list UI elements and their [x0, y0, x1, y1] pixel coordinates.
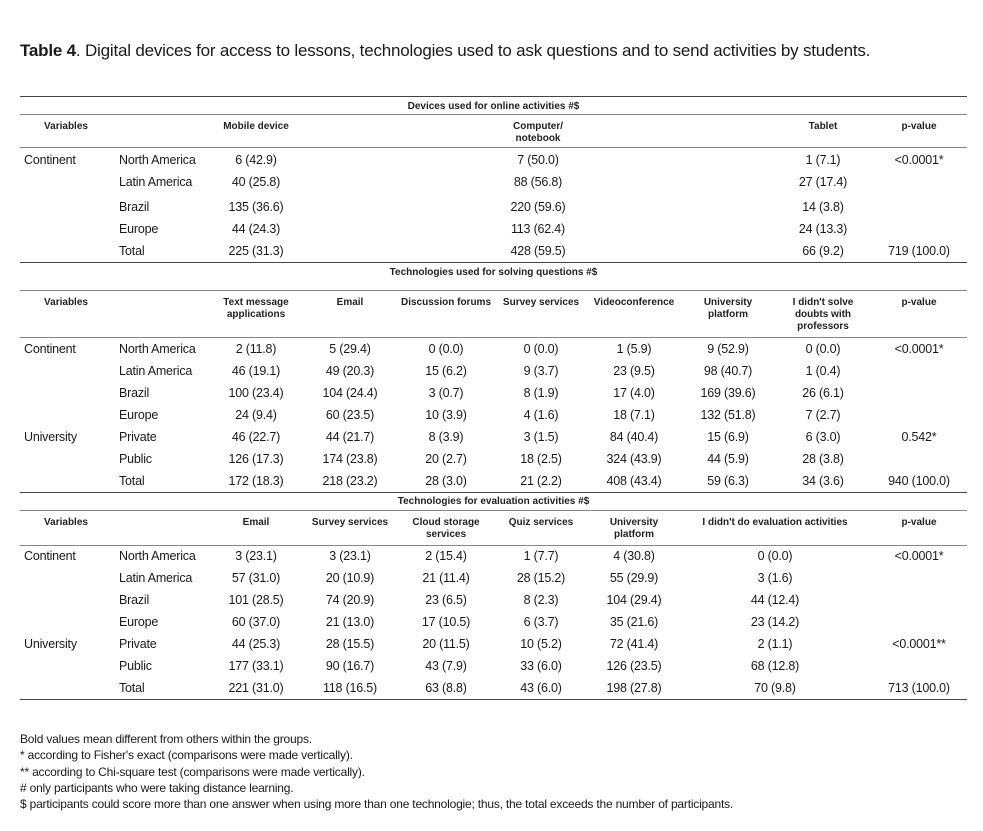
- row-group-label: Continent: [24, 342, 76, 356]
- table-cell: 428 (59.5): [510, 244, 566, 258]
- table-cell: 100 (23.4): [228, 386, 284, 400]
- table-cell: 1 (7.7): [523, 549, 559, 563]
- table-cell: 40 (25.8): [231, 175, 281, 189]
- column-header: Computer/ notebook: [513, 121, 563, 144]
- table-cell: 0 (0.0): [805, 342, 841, 356]
- rule-section2-title: [20, 290, 967, 291]
- row-label: Total: [119, 474, 145, 488]
- table-cell: 126 (17.3): [228, 452, 284, 466]
- table-cell: 88 (56.8): [513, 175, 563, 189]
- table-cell: 21 (13.0): [325, 615, 375, 629]
- table-cell: 34 (3.6): [802, 474, 844, 488]
- table-cell: 218 (23.2): [322, 474, 378, 488]
- table-cell: 8 (1.9): [523, 386, 559, 400]
- row-label: Brazil: [119, 386, 150, 400]
- table-cell: 23 (14.2): [750, 615, 800, 629]
- section3-title: Technologies for evaluation activities #$: [397, 496, 590, 507]
- table-cell: 132 (51.8): [700, 408, 756, 422]
- table-caption: [20, 41, 970, 61]
- table-cell: 135 (36.6): [228, 200, 284, 214]
- table-cell: 27 (17.4): [798, 175, 848, 189]
- rule-section3-title: [20, 510, 967, 511]
- row-label: North America: [119, 549, 196, 563]
- column-header: Discussion forums: [400, 297, 492, 308]
- column-header: Survey services: [502, 297, 580, 308]
- table-cell: 20 (2.7): [425, 452, 467, 466]
- table-cell: 14 (3.8): [802, 200, 844, 214]
- table-cell: 44 (12.4): [750, 593, 800, 607]
- table-cell: 59 (6.3): [707, 474, 749, 488]
- footnote: $ participants could score more than one answer when using more than one technologie; thus, the total exceeds the number of participants.: [20, 797, 734, 811]
- table-cell: 4 (1.6): [523, 408, 559, 422]
- column-header: Videoconference: [593, 297, 675, 308]
- rule-section3-header: [20, 545, 967, 546]
- table-cell: 26 (6.1): [802, 386, 844, 400]
- table-cell: 49 (20.3): [325, 364, 375, 378]
- row-label: Brazil: [119, 593, 150, 607]
- table-cell: 225 (31.3): [228, 244, 284, 258]
- column-header: Cloud storage services: [412, 517, 480, 540]
- column-header: Text message applications: [223, 297, 289, 320]
- table-cell: 104 (29.4): [606, 593, 662, 607]
- footnote: # only participants who were taking distance learning.: [20, 781, 294, 795]
- table-cell: 7 (2.7): [805, 408, 841, 422]
- p-value-cell: <0.0001*: [894, 549, 944, 563]
- table-cell: 169 (39.6): [700, 386, 756, 400]
- table-cell: 44 (24.3): [231, 222, 281, 236]
- table-cell: 70 (9.8): [754, 681, 796, 695]
- table-cell: 21 (11.4): [422, 571, 470, 585]
- table-cell: 5 (29.4): [329, 342, 371, 356]
- table-cell: 66 (9.2): [802, 244, 844, 258]
- row-label: Brazil: [119, 200, 150, 214]
- table-cell: 1 (0.4): [805, 364, 841, 378]
- table-cell: 6 (3.0): [805, 430, 841, 444]
- column-header: Email: [336, 297, 364, 308]
- row-group-label: Continent: [24, 153, 76, 167]
- table-cell: 20 (11.5): [422, 637, 470, 651]
- table-cell: 60 (23.5): [325, 408, 375, 422]
- table-cell: 60 (37.0): [231, 615, 281, 629]
- table-cell: 98 (40.7): [703, 364, 753, 378]
- table-cell: 174 (23.8): [322, 452, 378, 466]
- table-cell: 72 (41.4): [609, 637, 659, 651]
- table-cell: 1 (7.1): [805, 153, 841, 167]
- table-cell: 55 (29.9): [609, 571, 659, 585]
- table-cell: 220 (59.6): [510, 200, 566, 214]
- column-header: Variables: [44, 517, 88, 528]
- table-label: Table 4: [20, 41, 76, 60]
- row-label: Latin America: [119, 364, 193, 378]
- table-cell: 18 (2.5): [520, 452, 562, 466]
- column-header: University platform: [609, 517, 659, 540]
- rule-section1-title: [20, 114, 967, 115]
- table-cell: 15 (6.9): [707, 430, 749, 444]
- table-cell: 10 (5.2): [520, 637, 562, 651]
- table-cell: 43 (6.0): [520, 681, 562, 695]
- table-cell: 324 (43.9): [606, 452, 662, 466]
- table-cell: 74 (20.9): [325, 593, 375, 607]
- rule-section2-header: [20, 337, 967, 338]
- rule-top: [20, 96, 967, 97]
- table-cell: 18 (7.1): [613, 408, 655, 422]
- p-value-cell: 719 (100.0): [888, 244, 950, 258]
- table-cell: 198 (27.8): [606, 681, 662, 695]
- table-cell: 28 (15.5): [325, 637, 375, 651]
- rule-section2-bottom: [20, 492, 967, 493]
- table-cell: 57 (31.0): [231, 571, 281, 585]
- column-header: Variables: [44, 297, 88, 308]
- table-cell: 28 (15.2): [516, 571, 566, 585]
- table-cell: 101 (28.5): [228, 593, 284, 607]
- row-label: Public: [119, 452, 152, 466]
- table-cell: 2 (1.1): [757, 637, 793, 651]
- table-cell: 15 (6.2): [425, 364, 467, 378]
- rule-section1-header: [20, 147, 967, 148]
- table-cell: 24 (13.3): [798, 222, 848, 236]
- table-cell: 6 (3.7): [523, 615, 559, 629]
- row-label: Europe: [119, 408, 159, 422]
- table-cell: 1 (5.9): [616, 342, 652, 356]
- column-header: I didn't solve doubts with professors: [792, 297, 854, 332]
- column-header: p-value: [901, 297, 937, 308]
- table-cell: 113 (62.4): [510, 222, 566, 236]
- table-cell: 84 (40.4): [609, 430, 659, 444]
- table-cell: 8 (2.3): [523, 593, 559, 607]
- table-cell: 28 (3.8): [802, 452, 844, 466]
- footnote: ** according to Chi-square test (comparisons were made vertically).: [20, 765, 365, 779]
- row-label: North America: [119, 342, 196, 356]
- table-cell: 90 (16.7): [325, 659, 375, 673]
- rule-table-bottom: [20, 699, 967, 700]
- table-cell: 23 (9.5): [613, 364, 655, 378]
- table-cell: 33 (6.0): [520, 659, 562, 673]
- table-cell: 35 (21.6): [609, 615, 659, 629]
- table-cell: 46 (19.1): [231, 364, 281, 378]
- row-label: Latin America: [119, 175, 193, 189]
- table-cell: 3 (1.6): [757, 571, 793, 585]
- row-label: Total: [119, 681, 145, 695]
- table-cell: 2 (11.8): [235, 342, 277, 356]
- column-header: Variables: [44, 121, 88, 132]
- row-label: Total: [119, 244, 145, 258]
- column-header: Quiz services: [508, 517, 574, 528]
- table-cell: 20 (10.9): [325, 571, 375, 585]
- table-cell: 126 (23.5): [606, 659, 662, 673]
- row-label: North America: [119, 153, 196, 167]
- table-cell: 23 (6.5): [425, 593, 467, 607]
- table-cell: 46 (22.7): [231, 430, 281, 444]
- table-cell: 63 (8.8): [425, 681, 467, 695]
- table-cell: 21 (2.2): [520, 474, 562, 488]
- table-cell: 0 (0.0): [523, 342, 559, 356]
- table-cell: 0 (0.0): [757, 549, 793, 563]
- row-label: Private: [119, 430, 157, 444]
- table-cell: 43 (7.9): [425, 659, 467, 673]
- table-cell: 17 (10.5): [421, 615, 471, 629]
- table-cell: 408 (43.4): [606, 474, 662, 488]
- row-label: Private: [119, 637, 157, 651]
- footnote: Bold values mean different from others within the groups.: [20, 732, 312, 746]
- p-value-cell: <0.0001*: [894, 342, 944, 356]
- section1-title: Devices used for online activities #$: [407, 101, 580, 112]
- table-cell: 44 (25.3): [231, 637, 281, 651]
- row-label: Public: [119, 659, 152, 673]
- row-label: Latin America: [119, 571, 193, 585]
- table-cell: 0 (0.0): [428, 342, 464, 356]
- column-header: Tablet: [808, 121, 838, 132]
- column-header: p-value: [901, 121, 937, 132]
- table-cell: 177 (33.1): [228, 659, 284, 673]
- table-cell: 221 (31.0): [228, 681, 284, 695]
- table-cell: 3 (23.1): [329, 549, 371, 563]
- row-label: Europe: [119, 615, 159, 629]
- section2-title: Technologies used for solving questions #$: [389, 267, 598, 278]
- table-cell: 3 (23.1): [235, 549, 277, 563]
- column-header: p-value: [901, 517, 937, 528]
- column-header: Mobile device: [223, 121, 289, 132]
- rule-section1-bottom: [20, 262, 967, 263]
- column-header: I didn't do evaluation activities: [702, 517, 848, 528]
- table-cell: 118 (16.5): [322, 681, 378, 695]
- column-header: Email: [242, 517, 270, 528]
- table-cell: 24 (9.4): [235, 408, 277, 422]
- column-header: University platform: [703, 297, 753, 320]
- column-header: Survey services: [311, 517, 389, 528]
- table-cell: 4 (30.8): [613, 549, 655, 563]
- table-cell: 6 (42.9): [235, 153, 277, 167]
- table-caption-text: . Digital devices for access to lessons, technologies used to ask questions and to send activities by students.: [75, 41, 871, 60]
- row-label: Europe: [119, 222, 159, 236]
- p-value-cell: 713 (100.0): [888, 681, 950, 695]
- table-cell: 8 (3.9): [428, 430, 464, 444]
- table-cell: 3 (1.5): [523, 430, 559, 444]
- row-group-label: University: [24, 430, 77, 444]
- p-value-cell: <0.0001*: [894, 153, 944, 167]
- table-cell: 17 (4.0): [613, 386, 655, 400]
- table-cell: 104 (24.4): [322, 386, 378, 400]
- p-value-cell: 0.542*: [901, 430, 937, 444]
- footnote: * according to Fisher's exact (comparisons were made vertically).: [20, 748, 353, 762]
- p-value-cell: 940 (100.0): [888, 474, 950, 488]
- table-cell: 44 (5.9): [707, 452, 749, 466]
- table-cell: 3 (0.7): [428, 386, 464, 400]
- p-value-cell: <0.0001**: [892, 637, 946, 651]
- table-cell: 28 (3.0): [425, 474, 467, 488]
- table-cell: 7 (50.0): [517, 153, 559, 167]
- table-cell: 2 (15.4): [425, 549, 467, 563]
- table-cell: 10 (3.9): [425, 408, 467, 422]
- table-cell: 9 (3.7): [523, 364, 559, 378]
- table-cell: 172 (18.3): [228, 474, 284, 488]
- table-cell: 9 (52.9): [707, 342, 749, 356]
- row-group-label: University: [24, 637, 77, 651]
- row-group-label: Continent: [24, 549, 76, 563]
- table-cell: 68 (12.8): [750, 659, 800, 673]
- table-cell: 44 (21.7): [325, 430, 375, 444]
